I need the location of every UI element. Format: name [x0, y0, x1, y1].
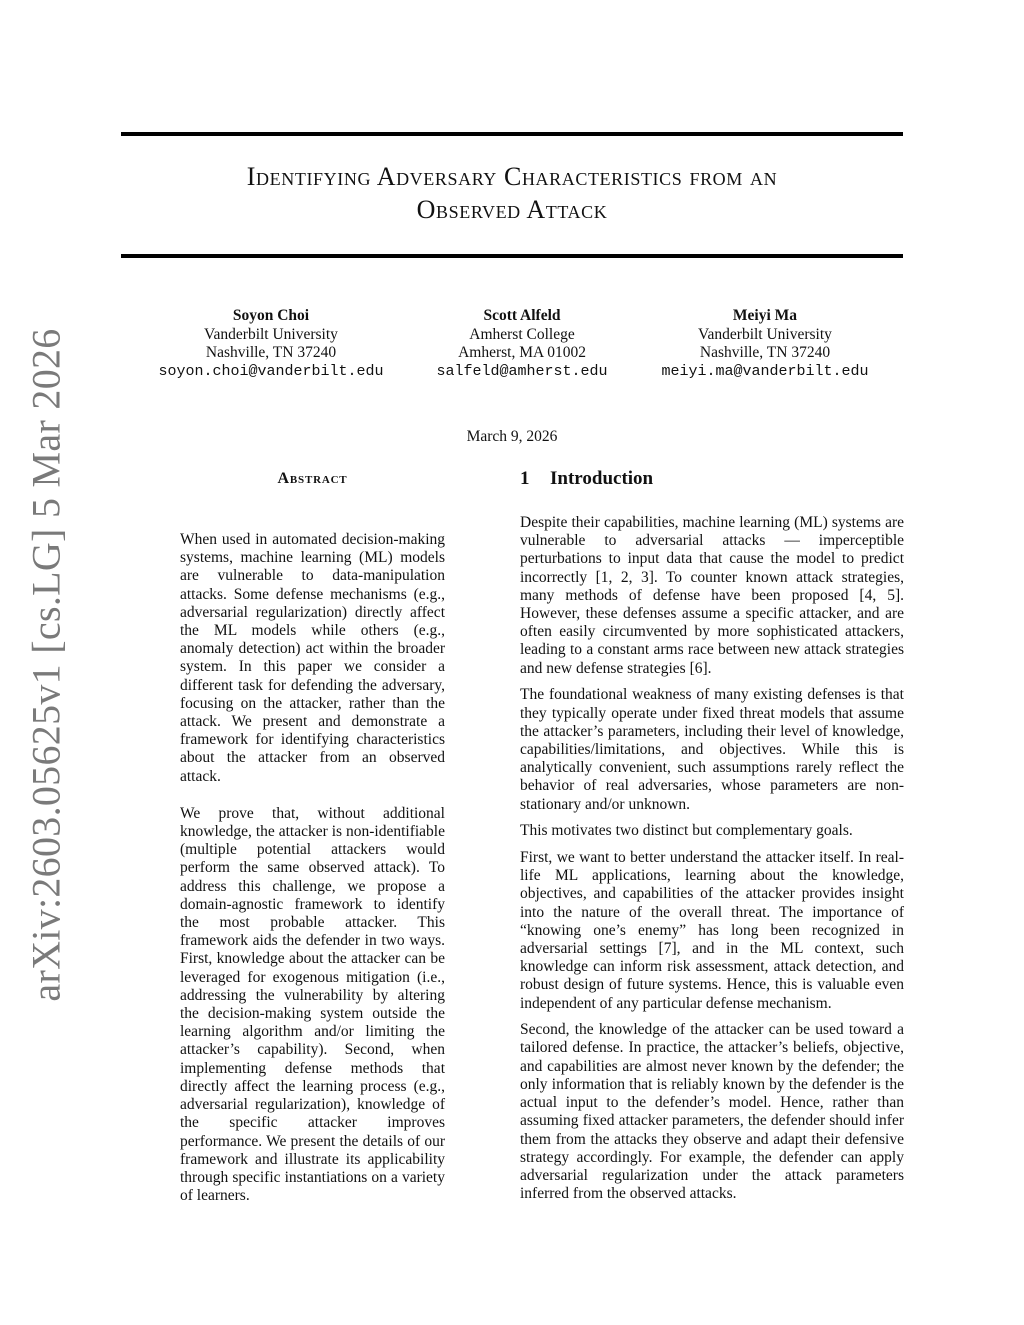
author-block-1 — [131, 307, 411, 381]
abstract-paragraph-2: We prove that, without additional knowledge, the attacker is non-identifiable (multiple potential attackers would perform the same observed attack). To address this challenge, we propose a domain-agnostic framework to identify the most probable attacker. This framework aids the defender in two ways. First, knowledge about the attacker can be leveraged for exogenous mitigation (i.e., addressing the vulnerability by altering the decision-making system outside the learning algorithm and/or limiting the attacker’s capability). Second, when implementing defense methods that directly affect the learning process (e.g., adversarial regularization), knowledge of the specific attacker improves performance. We present the details of our framework and illustrate its applicability through specific instantiations on a variety of learners. — [180, 804, 445, 1205]
abstract-body — [180, 531, 445, 1224]
author-email[interactable]: meiyi.ma@vanderbilt.edu — [661, 362, 869, 380]
intro-paragraph-4: First, we want to better understand the attacker itself. In real-life ML applications, learning about the knowledge, objectives, and capabilities of the attacker provides insight into the nature of the overall threat. The importance of “knowing one’s enemy” has long been recognized in adversarial settings [7], and in the ML context, such knowledge can inform risk assessment, attack detection, and robust design of future systems. Hence, this is valuable even independent of any particular defense mechanism. — [520, 848, 904, 1012]
author-email[interactable]: salfeld@amherst.edu — [436, 362, 608, 380]
intro-paragraph-5: Second, the knowledge of the attacker can be used toward a tailored defense. In practice, the attacker’s beliefs, objective, and capabilities are almost never known by the defender; the only information that is reliably known by the defender is the actual input to the defender’s model. Hence, rather than assuming fixed attacker parameters, the defender should infer them from the attacks they observe and adapt their defensive strategy accordingly. For example, the defender can apply adversarial regularization under the attack parameters inferred from the observed attacks. — [520, 1021, 904, 1203]
author-location: Nashville, TN 37240 — [205, 344, 337, 361]
intro-paragraph-1: Despite their capabilities, machine learning (ML) systems are vulnerable to adversarial attacks — imperceptible perturbations to input data that cause the model to predict incorrectly [1, 2, 3]. To counter known attack strategies, many methods of defense have been proposed [4, 5]. However, these defenses assume a specific attacker, and are often easily circumvented by more sophisticated attackers, leading to a constant arms race between new attack strategies and new defense strategies [6]. — [520, 514, 904, 677]
abstract-paragraph-1: When used in automated decision-making systems, machine learning (ML) models are vulnerable to data-manipulation attacks. Some defense mechanisms (e.g., adversarial regularization) directly affect the ML models while others (e.g., anomaly detection) act within the broader system. In this paper we consider a different task for defending the adversary, focusing on the attacker, rather than the attack. We present and demonstrate a framework for identifying characteristics about the attacker from an observed attack. — [180, 531, 445, 785]
author-location: Nashville, TN 37240 — [699, 344, 831, 361]
title-line-1: Identifying Adversary Characteristics from an — [246, 162, 778, 191]
intro-paragraph-3: This motivates two distinct but complementary goals. — [520, 822, 853, 840]
arxiv-identifier: arXiv:2603.05625v1 [cs.LG] 5 Mar 2026 — [23, 328, 69, 1002]
introduction-body — [520, 514, 904, 1212]
author-block-2 — [382, 307, 662, 381]
paper-title — [121, 160, 903, 226]
title-rule-top — [121, 132, 903, 136]
author-name: Meiyi Ma — [732, 307, 798, 324]
intro-paragraph-2: The foundational weakness of many existing defenses is that they typically operate under fixed threat models that assume the attacker’s parameters, including their level of knowledge, capabilities/limitations, and objectives. While this is analytically convenient, such assumptions rarely reflect the behavior of real adversaries, whose parameters are non-stationary and/or unknown. — [520, 686, 904, 813]
section-number: 1 — [520, 468, 530, 489]
section-title: Introduction — [550, 468, 654, 489]
title-rule-bottom — [121, 254, 903, 258]
publication-date: March 9, 2026 — [466, 428, 558, 445]
author-affiliation: Amherst College — [469, 325, 575, 343]
author-email[interactable]: soyon.choi@vanderbilt.edu — [158, 362, 384, 380]
author-location: Amherst, MA 01002 — [458, 344, 586, 361]
abstract-heading: Abstract — [277, 470, 348, 487]
author-name: Scott Alfeld — [483, 307, 561, 324]
author-affiliation: Vanderbilt University — [204, 325, 338, 343]
author-affiliation: Vanderbilt University — [698, 325, 832, 343]
author-name: Soyon Choi — [232, 307, 310, 324]
title-line-2: Observed Attack — [416, 195, 608, 224]
section-heading-introduction — [520, 468, 653, 490]
author-block-3 — [625, 307, 905, 381]
